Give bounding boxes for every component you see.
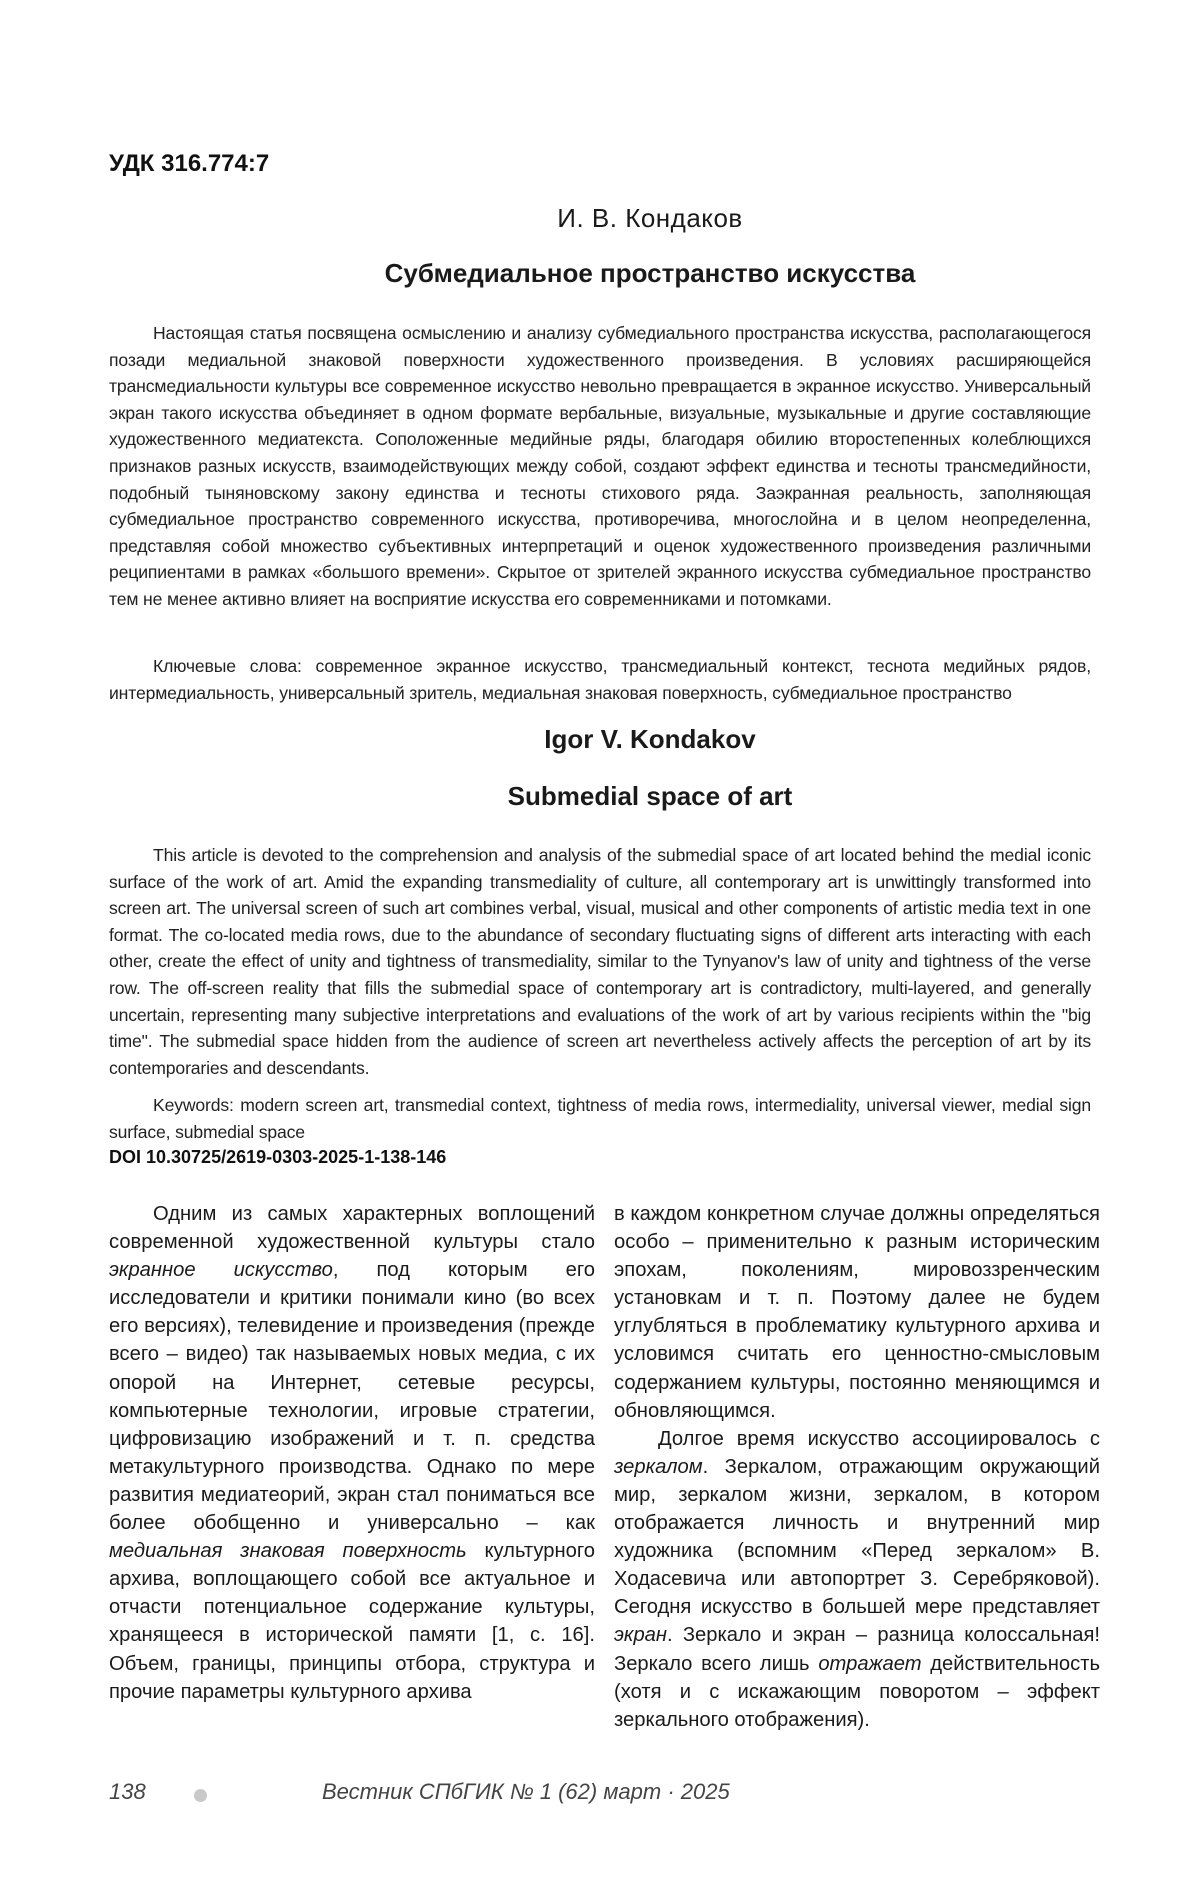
author-name-en: Igor V. Kondakov xyxy=(544,724,756,754)
body-paragraph xyxy=(614,1425,1100,1734)
text-run: , под которым его исследователи и критики понимали кино (во всех его версиях), телевидение и произведения (прежде всего – видео) так называемых новых медиа, с их опорой на Интернет, сетевые ресурсы, компьютерные технологии, игровые стратегии, цифровизацию изображений и т. п. средства метакультурного производства. Однако по мере развития медиатеорий, экран стал пониматься все более обобщенно и универсально – как xyxy=(109,1259,596,1535)
article-title-ru: Субмедиальное пространство искусства xyxy=(384,258,916,288)
text-run: . Зеркало и экран – разница колоссальная! Зеркало всего лишь xyxy=(614,1624,1100,1675)
udk-code: УДК 316.774:7 xyxy=(109,150,270,177)
abstract-ru: Настоящая статья посвящена осмыслению и анализу субмедиального пространства искусства, располагающегося позади медиальной знаковой поверхности художественного произведения. В условиях расширяющейся трансмедиальности культуры все современное искусство невольно превращается в экранное искусство. Универсальный экран такого искусства объединяет в одном формате вербальные, визуальные, музыкальные и другие составляющие художественного медиатекста. Соположенные медийные ряды, благодаря обилию второстепенных колеблющихся признаков разных искусств, взаимодействующих между собой, создают эффект единства и тесноты трансмедийности, подобный тыняновскому закону единства и тесноты стихового ряда. Заэкранная реальность, заполняющая субмедиальное пространство современного искусства, противоречива, многослойна и в целом неопределенна, представляя собой множество субъективных интерпретаций и оценок художественного произведения различными реципиентами в рамках «большого времени». Скрытое от зрителей экранного искусства субмедиальное пространство тем не менее активно влияет на восприятие искусства его современниками и потомками. xyxy=(109,323,1091,609)
keywords-ru: Ключевые слова: современное экранное искусство, трансмедиальный контекст, теснота медийных рядов, интермедиальность, универсальный зритель, медиальная знаковая поверхность, субмедиальное пространство xyxy=(109,656,1091,703)
italic-term: отражает xyxy=(818,1652,922,1675)
keywords-en: Keywords: modern screen art, transmedial context, tightness of media rows, intermediality, universal viewer, medial sign surface, submedial space xyxy=(109,1095,1091,1142)
body-column-left xyxy=(109,1200,595,1706)
abstract-en: This article is devoted to the comprehension and analysis of the submedial space of art located behind the medial iconic surface of the work of art. Amid the expanding transmediality of culture, all contemporary art is unwittingly transformed into screen art. The universal screen of such art combines verbal, visual, musical and other components of artistic media text in one format. The co-located media rows, due to the abundance of secondary fluctuating signs of different arts interacting with each other, create the effect of unity and tightness of transmediality, similar to the Tynyanov's law of unity and tightness of the verse row. The off-screen reality that fills the submedial space of contemporary art is contradictory, multi-layered, and generally uncertain, representing many subjective interpretations and evaluations of the work of art by various recipients within the "big time". The submedial space hidden from the audience of screen art nevertheless actively affects the perception of art by its contemporaries and descendants. xyxy=(109,845,1091,1078)
italic-term: зеркалом xyxy=(614,1455,703,1478)
text-run: Долгое время искусство ассоциировалось с xyxy=(658,1427,1100,1450)
body-column-right xyxy=(614,1200,1100,1734)
footer-dot-icon xyxy=(194,1789,207,1802)
body-paragraph: в каждом конкретном случае должны определяться особо – применительно к разным историческим эпохам, поколениям, мировоззренческим установкам и т. п. Поэтому далее не будем углубляться в проблематику культурного архива и условимся считать его ценностно-смысловым содержанием культуры, постоянно меняющимся и обновляющимся. xyxy=(614,1203,1100,1422)
body-paragraph xyxy=(109,1200,595,1706)
italic-term: экран xyxy=(614,1624,668,1647)
text-run: действительность (хотя и с искажающим поворотом – эффект зеркального отображения). xyxy=(614,1652,1100,1731)
italic-term: медиальная знаковая поверхность xyxy=(109,1540,467,1563)
author-name-ru: И. В. Кондаков xyxy=(557,203,743,233)
text-run: . Зеркалом, отражающим окружающий мир, зеркалом жизни, зеркалом, в котором отображается личность и внутренний мир художника (вспомним «Перед зеркалом» В. Ходасевича или автопортрет З. Серебряковой). Сегодня искусство в большей мере представляет xyxy=(614,1455,1100,1619)
page-number: 138 xyxy=(109,1779,146,1804)
text-run: Одним из самых характерных воплощений современной художественной культуры стало xyxy=(109,1203,595,1254)
text-run: культурного архива, воплощающего собой все актуальное и отчасти потенциальное содержание культуры, хранящееся в исторической памяти [1, с. 16]. Объем, границы, принципы отбора, структура и прочие параметры культурного архива xyxy=(109,1540,595,1703)
journal-name: Вестник СПбГИК № 1 (62) март · 2025 xyxy=(322,1779,730,1804)
article-title-en: Submedial space of art xyxy=(507,781,793,811)
italic-term: экранное искусство xyxy=(109,1259,333,1282)
doi: DOI 10.30725/2619-0303-2025-1-138-146 xyxy=(109,1147,447,1167)
